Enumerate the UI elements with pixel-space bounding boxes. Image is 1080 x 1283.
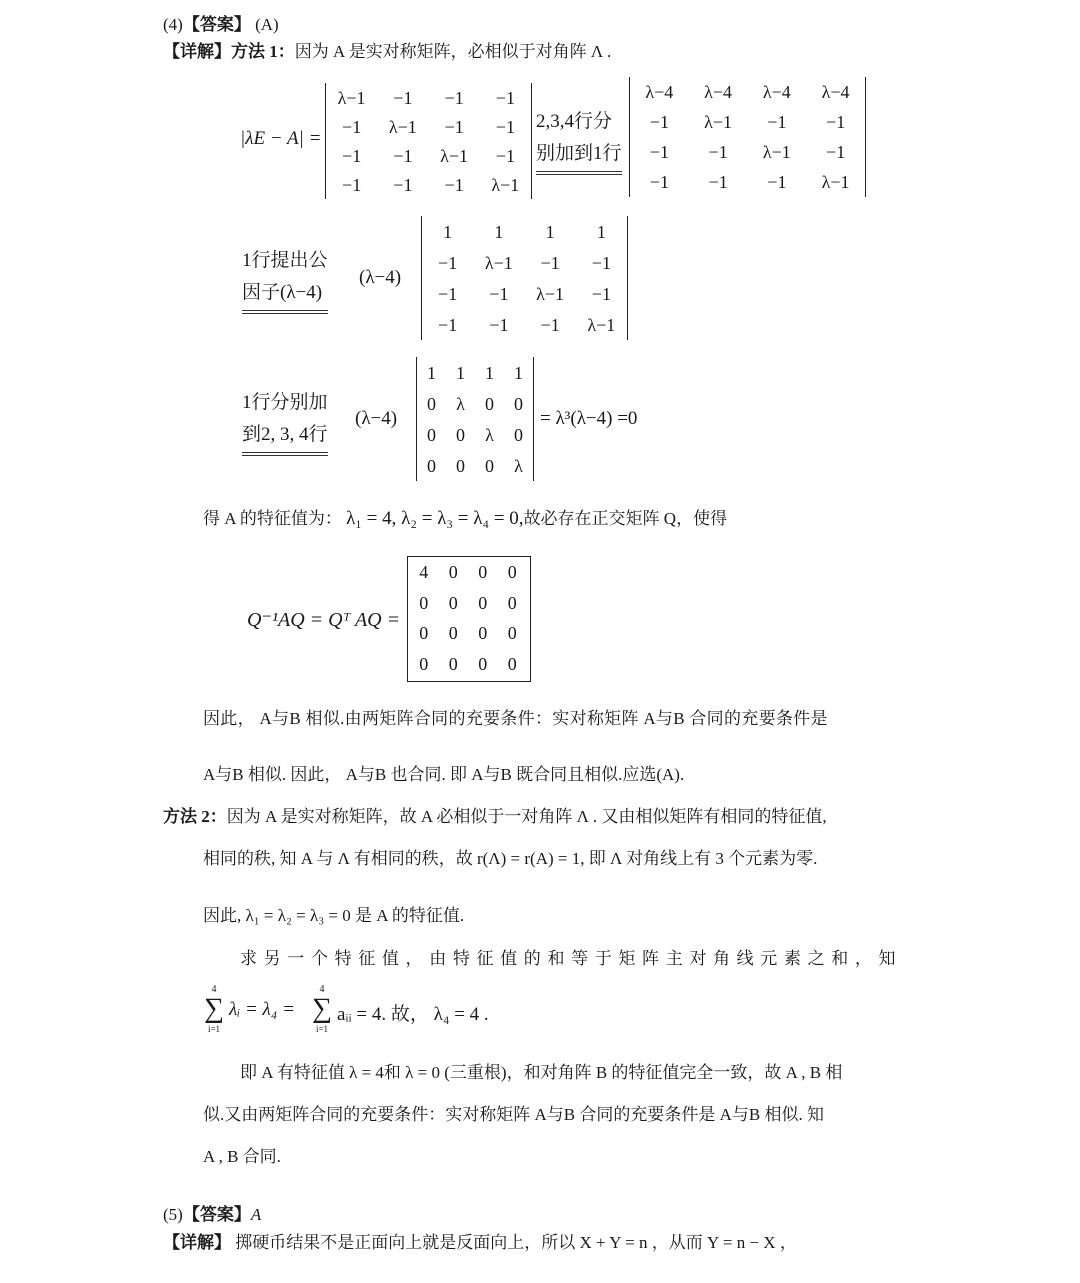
matrix-cell: 0: [514, 424, 523, 445]
matrix-cell: −1: [495, 116, 515, 137]
matrix-cell: λ−4: [704, 82, 733, 102]
method2-line7: 似.又由两矩阵合同的充要条件：实对称矩阵 A与B 合同的充要条件是 A与B 相似. 知: [203, 1105, 824, 1124]
q4-answer: (A): [255, 15, 279, 34]
q4-detail-tag: 【详解】: [163, 42, 231, 61]
sigma-icon: ∑: [204, 993, 224, 1024]
matrix-cell: 0: [507, 562, 517, 583]
matrix-cell: −1: [444, 87, 464, 108]
step3-label: [242, 387, 328, 456]
matrix-cell: λ: [514, 455, 523, 476]
matrix-cell: −1: [489, 283, 509, 304]
matrix-cell: −1: [438, 283, 458, 304]
matrix-cell: 0: [485, 393, 494, 414]
matrix-cell: −1: [438, 314, 458, 335]
matrix-cell: −1: [826, 142, 846, 162]
matrix-cell: −1: [708, 172, 728, 192]
matrix-cell: 0: [427, 393, 436, 414]
matrix-cell: 0: [448, 623, 458, 644]
matrix-cell: 0: [427, 424, 436, 445]
matrix-cell: −1: [342, 145, 362, 166]
sigma-icon: ∑: [312, 993, 332, 1024]
matrix-cell: −1: [649, 172, 669, 192]
step2-line1: 1行提出公: [242, 250, 328, 271]
factor-1: (λ−4): [359, 267, 402, 288]
matrix-cell: −1: [649, 142, 669, 162]
matrix-cell: −1: [649, 112, 669, 132]
det-result: = λ³(λ−4) =0: [540, 408, 638, 429]
determinant-2: [629, 77, 866, 197]
method2-line2: 相同的秩, 知 A 与 Λ 有相同的秩，故 r(Λ) = r(A) = 1, 即 Λ 对角线上有 3 个元素为零.: [203, 849, 818, 868]
method2-line1-wrap: [163, 806, 827, 828]
matrix-cell: 0: [448, 562, 458, 583]
matrix-cell: −1: [708, 142, 728, 162]
matrix-cell: 0: [478, 653, 488, 674]
q4-header: [163, 14, 279, 36]
q5-answer-tag: 【答案】: [182, 1205, 251, 1224]
det-lhs: |λE − A| =: [240, 128, 322, 149]
matrix-cell: 0: [448, 592, 458, 613]
matrix-cell: 1: [494, 221, 504, 242]
matrix-cell: λ−1: [704, 112, 733, 132]
matrix-cell: 0: [419, 623, 429, 644]
matrix-cell: λ−1: [484, 252, 513, 273]
matrix-cell: 0: [448, 653, 458, 674]
eigen-text-c: 故必存在正交矩阵 Q，使得: [523, 509, 728, 528]
method2-line1: 因为 A 是实对称矩阵，故 A 必相似于一对角阵 Λ . 又由相似矩阵有相同的特征值,: [226, 807, 827, 826]
sum-expr2: aᵢᵢ = 4. 故， λ₄ = 4 .: [337, 1004, 489, 1025]
step1-line1: 2,3,4行分: [536, 111, 613, 132]
matrix-cell: 0: [419, 653, 429, 674]
matrix-cell: 0: [419, 592, 429, 613]
step3-line1: 1行分别加: [242, 392, 328, 413]
q5-detail-tag: 【详解】: [163, 1233, 231, 1252]
matrix-cell: −1: [393, 145, 413, 166]
sum-symbol-1: [203, 985, 225, 1035]
matrix-cell: 0: [456, 424, 465, 445]
q4-number: (4): [163, 15, 183, 34]
method2-line6: 即 A 有特征值 λ = 4和 λ = 0 (三重根)，和对角阵 B 的特征值完全一致，故 A , B 相: [240, 1063, 843, 1082]
matrix-cell: 1: [545, 221, 555, 242]
eigen-line: [203, 508, 727, 530]
q5-detail-text: 掷硬币结果不是正面向上就是反面向上，所以 X + Y = n ，从而 Y = n − X ，: [235, 1233, 797, 1252]
matrix-cell: λ−4: [645, 82, 674, 102]
matrix-cell: −1: [591, 252, 611, 273]
q5-header: [163, 1204, 261, 1226]
matrix-cell: λ: [485, 424, 494, 445]
method1-intro: 因为 A 是实对称矩阵，必相似于对角阵 Λ .: [294, 42, 612, 61]
q-lhs: Q⁻¹AQ = Qᵀ AQ =: [247, 609, 401, 631]
determinant-4: [416, 357, 534, 481]
matrix-cell: 1: [485, 362, 494, 383]
matrix-cell: −1: [342, 116, 362, 137]
matrix-cell: λ−1: [388, 116, 417, 137]
matrix-cell: −1: [591, 283, 611, 304]
matrix-cell: −1: [342, 174, 362, 195]
matrix-cell: 0: [485, 455, 494, 476]
sum-top-1: 4: [211, 984, 217, 995]
matrix-cell: λ−1: [762, 142, 791, 162]
matrix-cell: −1: [826, 112, 846, 132]
matrix-cell: λ−1: [440, 145, 469, 166]
matrix-cell: 0: [427, 455, 436, 476]
matrix-cell: 0: [456, 455, 465, 476]
matrix-cell: λ−4: [821, 82, 850, 102]
determinant-1: [325, 83, 532, 199]
matrix-cell: −1: [438, 252, 458, 273]
eigen-values: λ₁ = 4, λ₂ = λ₃ = λ₄ = 0,: [346, 508, 524, 529]
matrix-cell: 0: [478, 562, 488, 583]
matrix-cell: −1: [767, 112, 787, 132]
method2-label: 方法 2：: [163, 807, 227, 826]
factor-2: (λ−4): [355, 408, 398, 429]
matrix-cell: −1: [444, 174, 464, 195]
q5-detail-line: [163, 1232, 797, 1254]
method1-label: 方法 1：: [231, 42, 295, 61]
sum-symbol-2: [311, 985, 333, 1035]
matrix-cell: 0: [507, 623, 517, 644]
matrix-cell: 1: [456, 362, 465, 383]
eigen-text-a: 得 A 的特征值为：: [203, 509, 342, 528]
matrix-cell: λ: [456, 393, 465, 414]
step1-label: [536, 106, 622, 175]
matrix-cell: −1: [393, 174, 413, 195]
conclusion-1: 因此， A与B 相似.由两矩阵合同的充要条件：实对称矩阵 A与B 合同的充要条件是: [203, 709, 828, 728]
matrix-cell: 0: [514, 393, 523, 414]
matrix-cell: −1: [540, 314, 560, 335]
matrix-cell: 0: [507, 653, 517, 674]
matrix-cell: 1: [443, 221, 453, 242]
matrix-cell: λ−1: [337, 87, 366, 108]
matrix-cell: −1: [495, 87, 515, 108]
matrix-cell: −1: [444, 116, 464, 137]
matrix-cell: λ−1: [491, 174, 520, 195]
matrix-cell: λ−1: [536, 283, 565, 304]
sum-bottom-2: i=1: [315, 1024, 329, 1034]
method2-line4: 求 另 一 个 特 征 值 ， 由 特 征 值 的 和 等 于 矩 阵 主 对 角 线 元 素 之 和 ， 知: [240, 949, 897, 968]
sum-bottom-1: i=1: [207, 1024, 221, 1034]
matrix-cell: λ−1: [587, 314, 616, 335]
matrix-cell: −1: [767, 172, 787, 192]
matrix-cell: 0: [478, 623, 488, 644]
q4-detail-line: [163, 41, 611, 63]
matrix-cell: 1: [427, 362, 436, 383]
method2-line8: A , B 合同.: [203, 1147, 281, 1166]
step3-line2: 到2, 3, 4行: [242, 419, 328, 456]
matrix-cell: 0: [478, 592, 488, 613]
matrix-cell: 1: [596, 221, 606, 242]
matrix-cell: λ−1: [821, 172, 850, 192]
matrix-cell: −1: [393, 87, 413, 108]
matrix-cell: 4: [419, 562, 429, 583]
matrix-cell: 0: [507, 592, 517, 613]
conclusion-2: A与B 相似. 因此， A与B 也合同. 即 A与B 既合同且相似.应选(A).: [203, 765, 685, 784]
diag-cells: [409, 557, 527, 679]
q5-number: (5): [163, 1205, 183, 1224]
sum-expr1: λᵢ = λ₄ =: [229, 999, 295, 1020]
sum-top-2: 4: [319, 984, 325, 995]
step1-line2: 别加到1行: [536, 138, 622, 175]
method2-line3: 因此, λ₁ = λ₂ = λ₃ = 0 是 A 的特征值.: [203, 906, 465, 925]
q4-answer-tag: 【答案】: [182, 15, 251, 34]
step2-line2: 因子(λ−4): [242, 277, 328, 314]
matrix-cell: 1: [514, 362, 523, 383]
matrix-cell: λ−4: [762, 82, 791, 102]
matrix-cell: −1: [489, 314, 509, 335]
matrix-cell: −1: [495, 145, 515, 166]
q5-answer: A: [250, 1205, 262, 1224]
step2-label: [242, 245, 328, 314]
determinant-3: [421, 216, 628, 340]
matrix-cell: −1: [540, 252, 560, 273]
